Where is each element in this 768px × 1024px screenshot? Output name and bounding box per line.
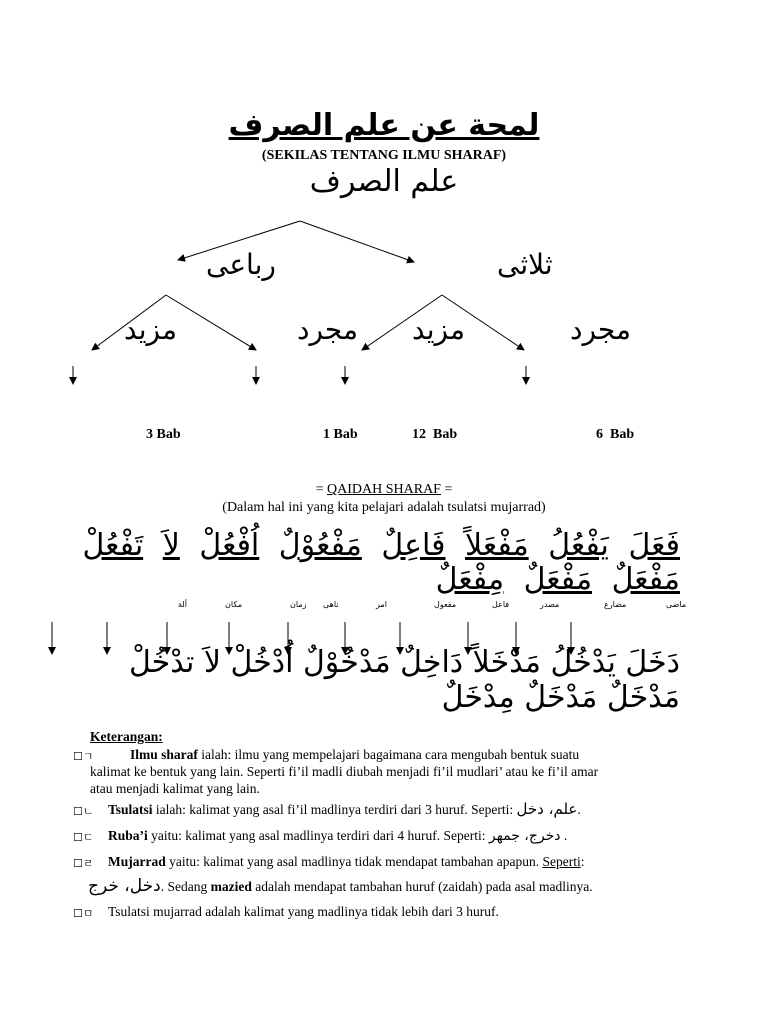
pattern-label: ناهى xyxy=(323,600,339,609)
pattern-label: فاعل xyxy=(492,600,510,609)
pattern-word: تَفْعُلْ xyxy=(82,528,144,563)
checkbox-icon: ☐ㅁ xyxy=(73,907,94,920)
pattern-word: يَفْعُلُ xyxy=(548,528,609,563)
page-subtitle: (SEKILAS TENTANG ILMU SHARAF) xyxy=(261,148,507,163)
qaidah-heading-prefix: = xyxy=(315,482,328,497)
pattern-word: مَفْعَلاً xyxy=(465,528,529,563)
checkbox-icon: ☐ㄱ xyxy=(73,750,94,763)
keterangan-text: adalah mendapat tambahan huruf (zaidah) pada asal madlinya. xyxy=(251,879,593,894)
keterangan-heading: Keterangan: xyxy=(90,729,163,744)
checkbox-icon: ☐ㄹ xyxy=(73,857,94,870)
keterangan-term: Tsulatsi xyxy=(108,802,153,817)
example-row-1: دَخَلَ يَدْخُلُ مَدْخَلاً دَاخِلٌ مَدْخُوْلٌ اُدْخُلْ لاَ تدْخُلْ xyxy=(128,645,680,680)
pattern-label: امر xyxy=(376,600,387,609)
tree-node-tsulatsi-mujarrad: مجرد xyxy=(570,313,631,346)
qaidah-note: (Dalam hal ini yang kita pelajari adalah tsulatsi mujarrad) xyxy=(222,500,546,515)
page-title: لمحة عن علم الصرف xyxy=(228,108,540,143)
qaidah-heading-suffix: = xyxy=(440,482,453,497)
tree-node-rubai-mujarrad: مجرد xyxy=(297,313,358,346)
keterangan-item xyxy=(108,853,585,870)
keterangan-item-continuation xyxy=(88,878,593,895)
keterangan-item xyxy=(90,746,690,797)
pattern-row-1 xyxy=(82,528,680,563)
keterangan-text: . Sedang xyxy=(160,879,211,894)
keterangan-arabic: دخرج، جمهر xyxy=(488,828,561,844)
tree-node-tsulatsi: ثلاثى xyxy=(497,248,553,281)
keterangan-text: yaitu: kalimat yang asal madlinya tidak mendapat tambahan apapun. xyxy=(165,854,543,869)
checkbox-icon: ☐ㄷ xyxy=(73,831,94,844)
pattern-label: مصدر xyxy=(540,600,560,609)
pattern-label: مفعول xyxy=(434,600,457,609)
pattern-word: مَفْعُوْلٌ xyxy=(278,528,362,563)
keterangan-term: mazied xyxy=(210,879,252,894)
pattern-row-2 xyxy=(436,562,680,597)
keterangan-text: ialah: ilmu yang mempelajari bagaimana cara mengubah bentuk suatu xyxy=(197,747,580,762)
tree-root-label: علم الصرف xyxy=(309,164,459,199)
keterangan-text: ialah: kalimat yang asal fi’il madlinya terdiri dari 3 huruf. Seperti: xyxy=(152,802,517,817)
pattern-word: اُفْعُلْ xyxy=(199,528,260,563)
keterangan-item: Tsulatsi mujarrad adalah kalimat yang madlinya tidak lebih dari 3 huruf. xyxy=(108,904,499,919)
keterangan-item xyxy=(108,801,581,818)
tree-node-rubai: رباعى xyxy=(206,248,276,281)
bab-count-tsulatsi-mujarrad: 6 Bab xyxy=(596,427,635,442)
pattern-label: مضارع xyxy=(604,600,627,609)
bab-count-rubai-mazid: 3 Bab xyxy=(146,427,181,442)
keterangan-term: Ilmu sharaf xyxy=(130,747,198,762)
pattern-word: مِفْعَلٌ xyxy=(435,562,505,597)
pattern-word: فَعَلَ xyxy=(628,528,680,563)
keterangan-text: atau menjadi kalimat yang lain. xyxy=(90,781,260,796)
keterangan-text: yaitu: kalimat yang asal madlinya terdiri dari 4 huruf. Seperti: xyxy=(147,828,489,843)
pattern-word: فَاعِلٌ xyxy=(381,528,446,563)
keterangan-text: kalimat ke bentuk yang lain. Seperti fi’il madli diubah menjadi fi’il mudlari’ atau ke fi’il amar xyxy=(90,764,599,779)
example-row-2: مَدْخَلٌ مَدْخَلٌ مِدْخَلٌ xyxy=(441,680,680,715)
tree-edge-root-tsulatsi xyxy=(300,221,414,262)
bab-count-rubai-mujarrad: 1 Bab xyxy=(323,427,358,442)
pattern-label: مكان xyxy=(225,600,243,609)
pattern-label: زمان xyxy=(290,600,307,609)
pattern-word: مَفْعَلٌ xyxy=(523,562,593,597)
pattern-label: ماضى xyxy=(666,600,687,609)
tree-node-tsulatsi-mazid: مزيد xyxy=(412,313,465,346)
bab-count-tsulatsi-mazid: 12 Bab xyxy=(412,427,458,442)
pattern-word: مَفْعَلٌ xyxy=(611,562,680,597)
keterangan-text: . xyxy=(577,802,581,817)
keterangan-term: Mujarrad xyxy=(108,854,166,869)
pattern-word: لاَ xyxy=(162,528,180,563)
tree-edge-rubai-mujarrad xyxy=(166,295,256,350)
tree-node-rubai-mazid: مزيد xyxy=(124,313,177,346)
keterangan-link: Seperti xyxy=(542,854,581,869)
keterangan-arabic: دخل، خرج xyxy=(88,876,161,896)
keterangan-arabic: علم، دخل xyxy=(516,800,578,818)
checkbox-icon: ☐ㄴ xyxy=(73,805,94,818)
keterangan-text: : xyxy=(580,854,585,869)
keterangan-item xyxy=(108,827,567,845)
keterangan-term: Ruba’i xyxy=(108,828,148,843)
qaidah-heading-text: QAIDAH SHARAF xyxy=(327,482,441,497)
qaidah-heading xyxy=(0,482,768,498)
keterangan-text: . xyxy=(560,828,568,843)
pattern-label: ألة xyxy=(178,600,187,609)
